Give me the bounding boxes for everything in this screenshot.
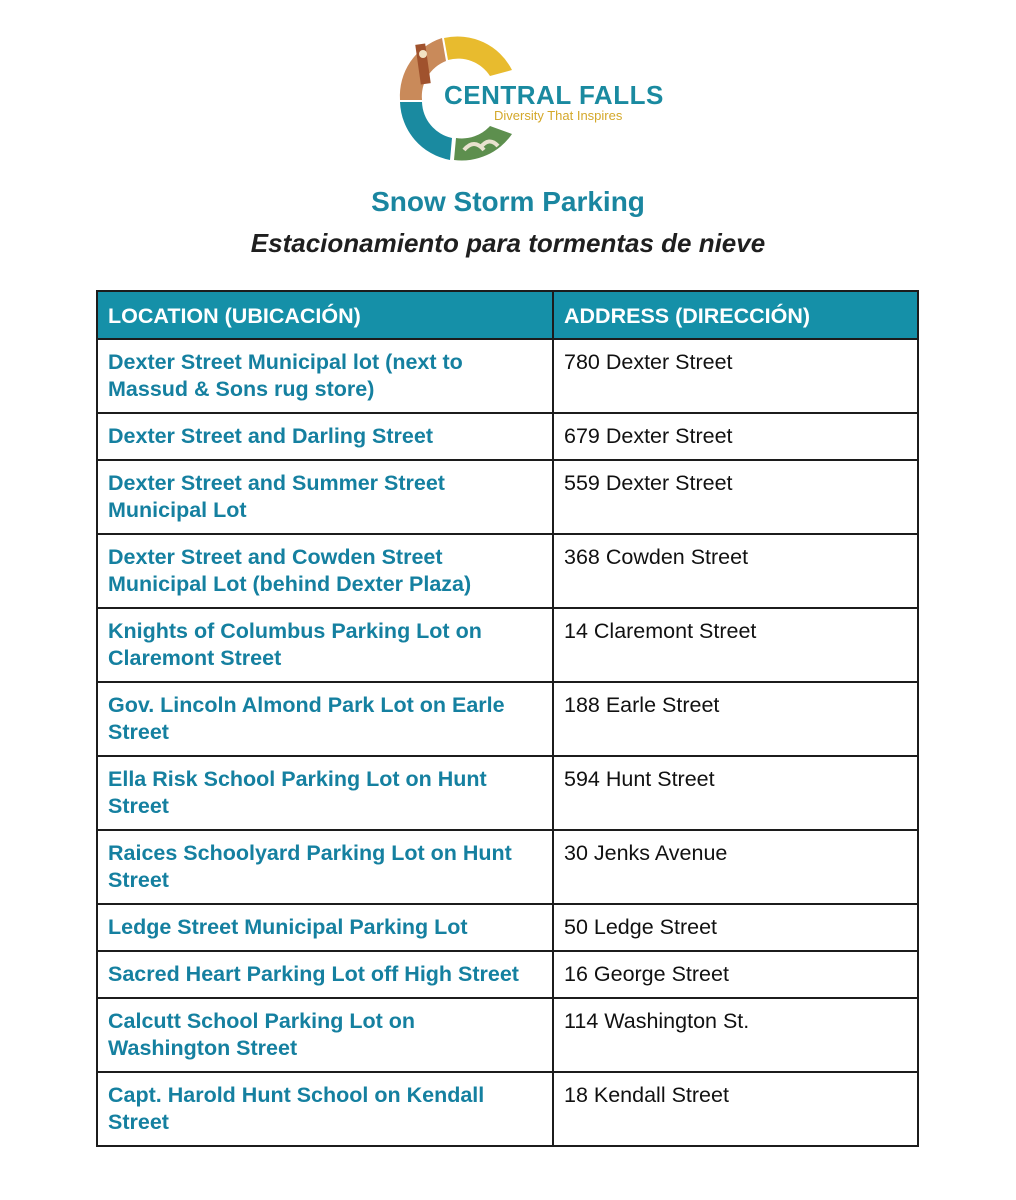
address-cell: 30 Jenks Avenue: [553, 830, 918, 904]
location-cell: Gov. Lincoln Almond Park Lot on Earle Street: [97, 682, 553, 756]
location-cell: Sacred Heart Parking Lot off High Street: [97, 951, 553, 998]
logo-name: CENTRAL FALLS: [444, 80, 664, 110]
table-row: [97, 904, 918, 951]
address-cell: 50 Ledge Street: [553, 904, 918, 951]
table-header-row: [97, 291, 918, 339]
address-cell: 14 Claremont Street: [553, 608, 918, 682]
table-row: [97, 534, 918, 608]
table-row: [97, 608, 918, 682]
address-cell: 18 Kendall Street: [553, 1072, 918, 1146]
location-cell: Dexter Street and Summer Street Municipal Lot: [97, 460, 553, 534]
address-cell: 188 Earle Street: [553, 682, 918, 756]
parking-table: [96, 290, 919, 1147]
location-cell: Calcutt School Parking Lot on Washington Street: [97, 998, 553, 1072]
page-title: Snow Storm Parking: [371, 186, 645, 217]
table-row: [97, 1072, 918, 1146]
table-row: [97, 951, 918, 998]
location-cell: Knights of Columbus Parking Lot on Claremont Street: [97, 608, 553, 682]
address-cell: 679 Dexter Street: [553, 413, 918, 460]
location-cell: Raices Schoolyard Parking Lot on Hunt Street: [97, 830, 553, 904]
table-row: [97, 756, 918, 830]
address-cell: 559 Dexter Street: [553, 460, 918, 534]
address-cell: 114 Washington St.: [553, 998, 918, 1072]
table-row: [97, 460, 918, 534]
table-row: [97, 998, 918, 1072]
table-row: [97, 830, 918, 904]
table-row: [97, 413, 918, 460]
column-header-location: LOCATION (UBICACIÓN): [97, 291, 553, 339]
page-subtitle: Estacionamiento para tormentas de nieve: [250, 228, 766, 258]
location-cell: Dexter Street Municipal lot (next to Massud & Sons rug store): [97, 339, 553, 413]
address-cell: 594 Hunt Street: [553, 756, 918, 830]
table-row: [97, 339, 918, 413]
location-cell: Capt. Harold Hunt School on Kendall Street: [97, 1072, 553, 1146]
central-falls-logo: [394, 34, 684, 164]
table-row: [97, 682, 918, 756]
location-cell: Dexter Street and Darling Street: [97, 413, 553, 460]
location-cell: Ella Risk School Parking Lot on Hunt Street: [97, 756, 553, 830]
address-cell: 780 Dexter Street: [553, 339, 918, 413]
logo-tagline: Diversity That Inspires: [494, 108, 623, 123]
location-cell: Ledge Street Municipal Parking Lot: [97, 904, 553, 951]
location-cell: Dexter Street and Cowden Street Municipal Lot (behind Dexter Plaza): [97, 534, 553, 608]
column-header-address: ADDRESS (DIRECCIÓN): [553, 291, 918, 339]
address-cell: 368 Cowden Street: [553, 534, 918, 608]
address-cell: 16 George Street: [553, 951, 918, 998]
